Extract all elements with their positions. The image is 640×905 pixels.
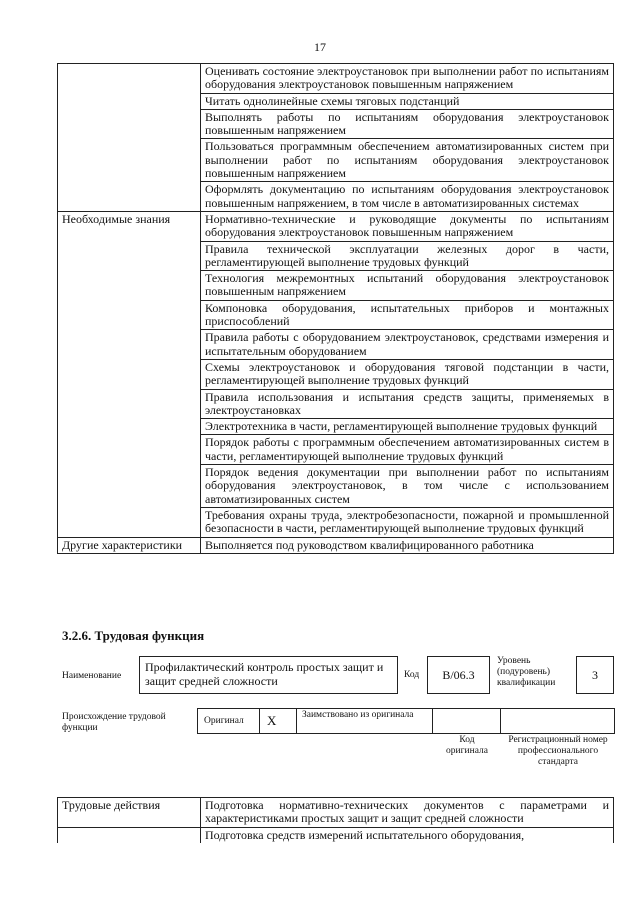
knowledge-item: Правила технической эксплуатации железных дорог в части, регламентирующей выполнение трудовых функций: [201, 241, 614, 271]
skill-item: Читать однолинейные схемы тяговых подстанций: [201, 93, 614, 109]
other-value: Выполняется под руководством квалифицированного работника: [201, 537, 614, 553]
name-label: Наименование: [62, 671, 122, 681]
knowledge-item: Порядок работы с программным обеспечением автоматизированных систем в части, регламентирующей выполнение трудовых функций: [201, 435, 614, 465]
original-mark: X: [267, 713, 277, 728]
empty-label-cell: [58, 64, 201, 94]
knowledge-label: Необходимые знания: [58, 211, 201, 241]
function-name: Профилактический контроль простых защит и защит средней сложности: [139, 656, 398, 694]
borrowed-label: Заимствовано из оригинала: [302, 710, 414, 720]
knowledge-item: Компоновка оборудования, испытательных приборов и монтажных приспособлений: [201, 300, 614, 330]
knowledge-item: Схемы электроустановок и оборудования тяговой подстанции в части, регламентирующей выполнение трудовых функций: [201, 359, 614, 389]
skill-item: Пользоваться программным обеспечением автоматизированных систем при выполнении работ по испытаниям оборудования электроустановок повышенным напряжением: [201, 139, 614, 182]
knowledge-item: Правила использования и испытания средств защиты, применяемых в электроустановках: [201, 389, 614, 419]
knowledge-item: Правила работы с оборудованием электроустановок, средствами измерения и испытательным оборудованием: [201, 330, 614, 360]
action-item: Подготовка нормативно-технических документов с параметрами и характеристиками простых защит и защит средней сложности: [201, 798, 614, 828]
code-original-label: Код оригинала: [446, 735, 488, 756]
code-label: Код: [404, 670, 420, 680]
knowledge-item: Нормативно-технические и руководящие документы по испытаниям оборудования электроустановок повышенным напряжением: [201, 211, 614, 241]
page-number: 17: [314, 40, 326, 54]
knowledge-item: Технология межремонтных испытаний оборудования электроустановок повышенным напряжением: [201, 271, 614, 301]
other-label: Другие характеристики: [58, 537, 201, 553]
actions-table: [57, 797, 614, 843]
function-code: B/06.3: [427, 656, 490, 694]
skill-item: Оформлять документацию по испытаниям оборудования электроустановок повышенным напряжением, в том числе в автоматизированных системах: [201, 182, 614, 212]
section-title: 3.2.6. Трудовая функция: [62, 628, 205, 643]
skill-item: Оценивать состояние электроустановок при выполнении работ по испытаниям оборудования электроустановок повышенным напряжением: [201, 64, 614, 94]
reg-number-label: Регистрационный номер профессионального стандарта: [508, 735, 608, 767]
knowledge-item: Требования охраны труда, электробезопасности, пожарной и промышленной безопасности в части, регламентирующей выполнение трудовых функций: [201, 507, 614, 537]
knowledge-item: Электротехника в части, регламентирующей выполнение трудовых функций: [201, 419, 614, 435]
knowledge-item: Порядок ведения документации при выполнении работ по испытаниям оборудования электроустановок, в том числе с использованием автоматизированных систем: [201, 465, 614, 508]
requirements-table: [57, 63, 614, 554]
skill-item: Выполнять работы по испытаниям оборудования электроустановок повышенным напряжением: [201, 109, 614, 139]
original-label: Оригинал: [204, 716, 244, 726]
origin-label: Происхождение трудовой функции: [62, 712, 166, 733]
actions-label: Трудовые действия: [58, 798, 201, 828]
action-item: Подготовка средств измерений испытательного оборудования,: [201, 827, 614, 843]
level-label: Уровень (подуровень) квалификации: [497, 656, 556, 688]
qualification-level: 3: [576, 656, 614, 694]
